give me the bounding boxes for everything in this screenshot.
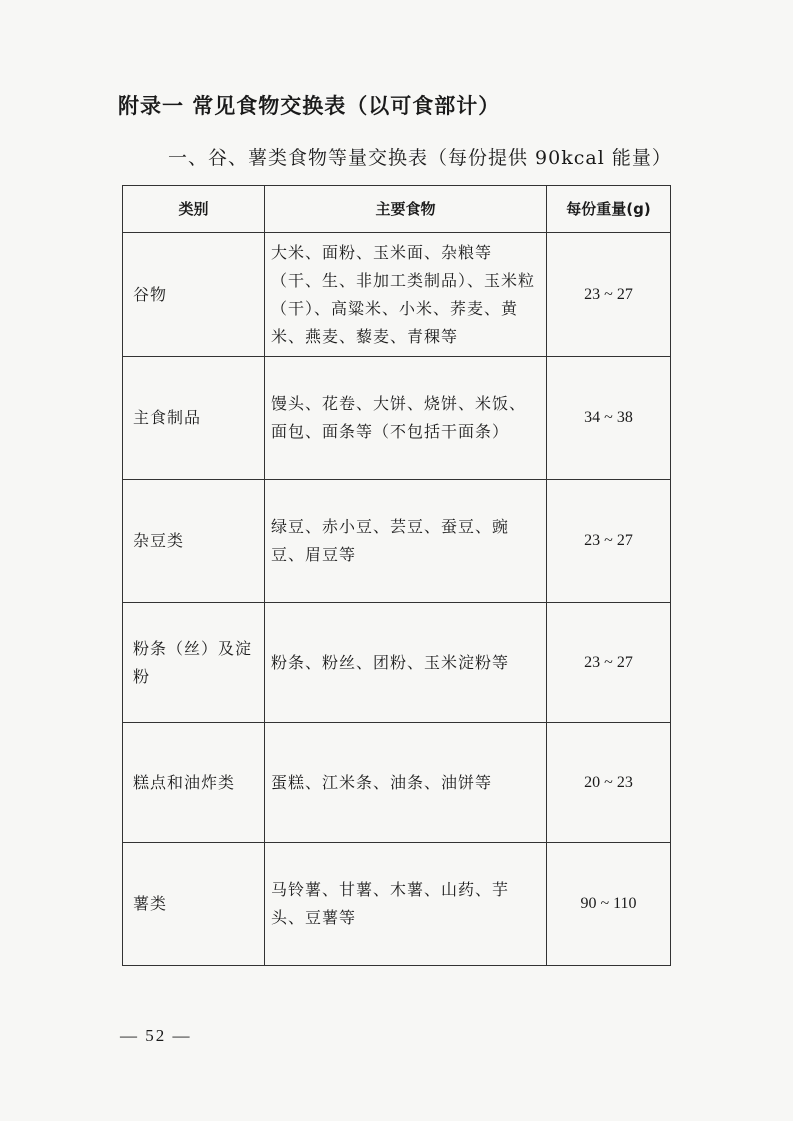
table-row <box>123 357 671 480</box>
weight-cell: 20 ~ 23 <box>547 723 671 843</box>
header-category: 类别 <box>123 186 265 233</box>
category-cell: 薯类 <box>123 843 265 966</box>
page-number: — 52 — <box>120 1026 192 1045</box>
table-header-row <box>123 186 671 233</box>
foods-cell: 绿豆、赤小豆、芸豆、蚕豆、豌豆、眉豆等 <box>265 480 547 603</box>
table-row <box>123 233 671 357</box>
weight-cell: 90 ~ 110 <box>547 843 671 966</box>
header-main-foods: 主要食物 <box>265 186 547 233</box>
category-cell: 杂豆类 <box>123 480 265 603</box>
foods-cell: 蛋糕、江米条、油条、油饼等 <box>265 723 547 843</box>
weight-cell: 23 ~ 27 <box>547 603 671 723</box>
table-row <box>123 480 671 603</box>
category-cell: 粉条（丝）及淀粉 <box>123 603 265 723</box>
header-weight: 每份重量(g) <box>547 186 671 233</box>
page-title: 附录一 常见食物交换表（以可食部计） <box>118 94 501 118</box>
foods-cell: 馒头、花卷、大饼、烧饼、米饭、面包、面条等（不包括干面条） <box>265 357 547 480</box>
weight-cell: 23 ~ 27 <box>547 233 671 357</box>
table-row <box>123 843 671 966</box>
table-title: 一、谷、薯类食物等量交换表（每份提供 90kcal 能量） <box>168 147 672 169</box>
foods-cell: 大米、面粉、玉米面、杂粮等（干、生、非加工类制品）、玉米粒（干）、高粱米、小米、荞麦、黄米、燕麦、藜麦、青稞等 <box>265 233 547 357</box>
table-row <box>123 603 671 723</box>
category-cell: 谷物 <box>123 233 265 357</box>
foods-cell: 粉条、粉丝、团粉、玉米淀粉等 <box>265 603 547 723</box>
foods-cell: 马铃薯、甘薯、木薯、山药、芋头、豆薯等 <box>265 843 547 966</box>
category-cell: 主食制品 <box>123 357 265 480</box>
food-exchange-table <box>122 185 671 966</box>
weight-cell: 34 ~ 38 <box>547 357 671 480</box>
category-cell: 糕点和油炸类 <box>123 723 265 843</box>
table-row <box>123 723 671 843</box>
weight-cell: 23 ~ 27 <box>547 480 671 603</box>
